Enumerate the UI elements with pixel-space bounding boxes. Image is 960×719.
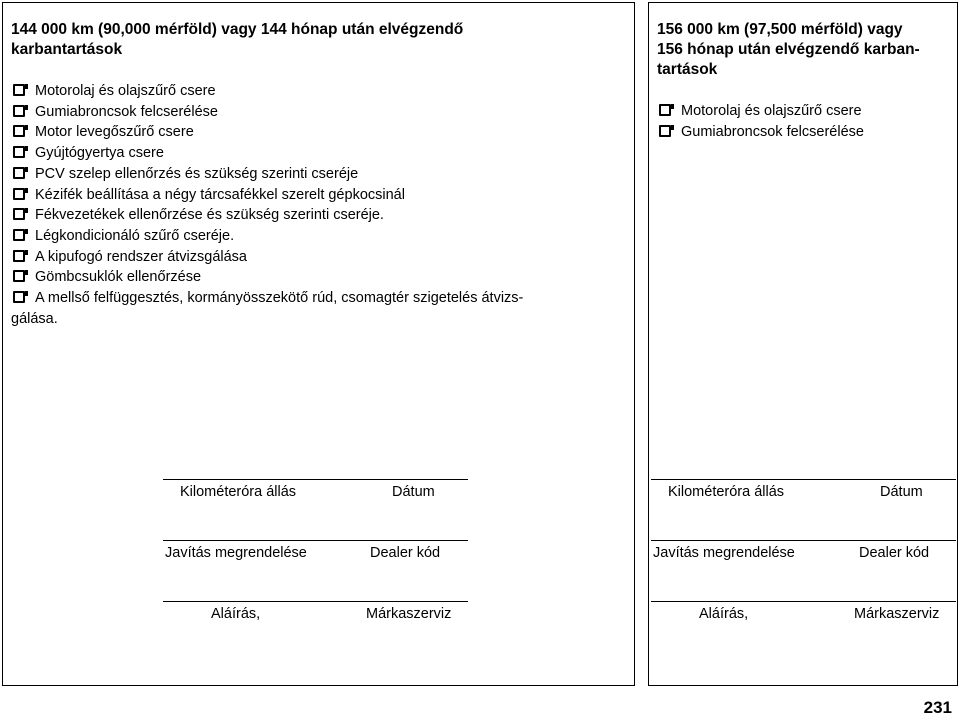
list-item-label: Légkondicionáló szűrő cseréje. — [35, 227, 235, 244]
odometer-label: Kilométeróra állás — [180, 484, 297, 500]
list-item-label: Motor levegőszűrő csere — [35, 124, 194, 141]
odometer-date-line[interactable] — [651, 479, 956, 480]
list-item-label: Gumiabroncsok felcserélése — [35, 103, 218, 120]
list-item[interactable] — [11, 164, 626, 185]
signature-label: Aláírás, — [699, 606, 749, 622]
list-item[interactable] — [11, 267, 626, 288]
signature-service-line[interactable] — [651, 601, 956, 602]
list-item-label: Kézifék beállítása a négy tárcsafékkel szerelt gépkocsinál — [35, 186, 405, 203]
list-item[interactable] — [11, 247, 626, 268]
signature-label: Aláírás, — [211, 606, 261, 622]
list-item-label: A kipufogó rendszer átvizsgálása — [35, 248, 247, 265]
list-item[interactable] — [11, 226, 626, 247]
repair-order-dealer-line[interactable] — [651, 540, 956, 541]
right-heading-line1: 156 000 km (97,500 mérföld) vagy — [657, 21, 903, 38]
right-heading-line2: 156 hónap után elvégzendő karban- — [657, 41, 920, 58]
checkbox-icon[interactable] — [13, 208, 25, 220]
list-item[interactable] — [11, 122, 626, 143]
date-label: Dátum — [880, 484, 923, 500]
checkbox-icon[interactable] — [13, 188, 25, 200]
list-item[interactable] — [11, 143, 626, 164]
left-checklist — [11, 81, 626, 329]
left-heading-line1: 144 000 km (90,000 mérföld) vagy 144 hónap után elvégzendő — [11, 21, 464, 38]
dealer-code-label: Dealer kód — [859, 545, 930, 561]
list-item[interactable] — [11, 102, 626, 123]
list-item-label: Gumiabroncsok felcserélése — [681, 123, 864, 140]
odometer-date-line[interactable] — [163, 479, 468, 480]
checkbox-icon[interactable] — [13, 167, 25, 179]
list-item-label-line1: A mellső felfüggesztés, kormányösszekötő rúd, csomagtér szigetelés átvizs- — [35, 290, 524, 307]
list-item[interactable] — [657, 122, 952, 143]
checkbox-icon[interactable] — [13, 146, 25, 158]
list-item-label: PCV szelep ellenőrzés és szükség szerinti cseréje — [35, 165, 359, 182]
list-item-label: Motorolaj és olajszűrő csere — [681, 103, 862, 119]
checkbox-icon[interactable] — [13, 229, 25, 241]
repair-order-label: Javítás megrendelése — [165, 545, 307, 561]
list-item-label: Gömbcsuklók ellenőrzése — [35, 269, 202, 286]
list-item-label: Gyújtógyertya csere — [35, 145, 164, 162]
list-item[interactable] — [11, 205, 626, 226]
checkbox-icon[interactable] — [13, 250, 25, 262]
odometer-label: Kilométeróra állás — [668, 484, 785, 500]
list-item[interactable] — [11, 185, 626, 206]
list-item[interactable] — [657, 101, 952, 122]
right-heading-line3: tartások — [657, 61, 718, 78]
checkbox-icon[interactable] — [659, 104, 671, 116]
checkbox-icon[interactable] — [13, 105, 25, 117]
list-item[interactable] — [11, 288, 626, 329]
list-item-label: Fékvezetékek ellenőrzése és szükség szerinti cseréje. — [35, 207, 384, 224]
checkbox-icon[interactable] — [659, 125, 671, 137]
left-panel-heading — [11, 20, 463, 60]
dealer-code-label: Dealer kód — [370, 545, 441, 561]
signature-service-line[interactable] — [163, 601, 468, 602]
checkbox-icon[interactable] — [13, 270, 25, 282]
right-checklist — [657, 101, 952, 142]
list-item-label-line2: gálása. — [11, 310, 58, 327]
list-item-label: Motorolaj és olajszűrő csere — [35, 83, 216, 99]
brand-service-label: Márkaszerviz — [366, 606, 452, 622]
right-panel-heading — [657, 20, 920, 80]
checkbox-icon[interactable] — [13, 125, 25, 137]
repair-order-label: Javítás megrendelése — [653, 545, 795, 561]
list-item[interactable] — [11, 81, 626, 102]
checkbox-icon[interactable] — [13, 291, 25, 303]
page-number: 231 — [923, 698, 952, 717]
checkbox-icon[interactable] — [13, 84, 25, 96]
left-heading-line2: karbantartások — [11, 41, 123, 58]
repair-order-dealer-line[interactable] — [163, 540, 468, 541]
brand-service-label: Márkaszerviz — [854, 606, 940, 622]
date-label: Dátum — [392, 484, 435, 500]
